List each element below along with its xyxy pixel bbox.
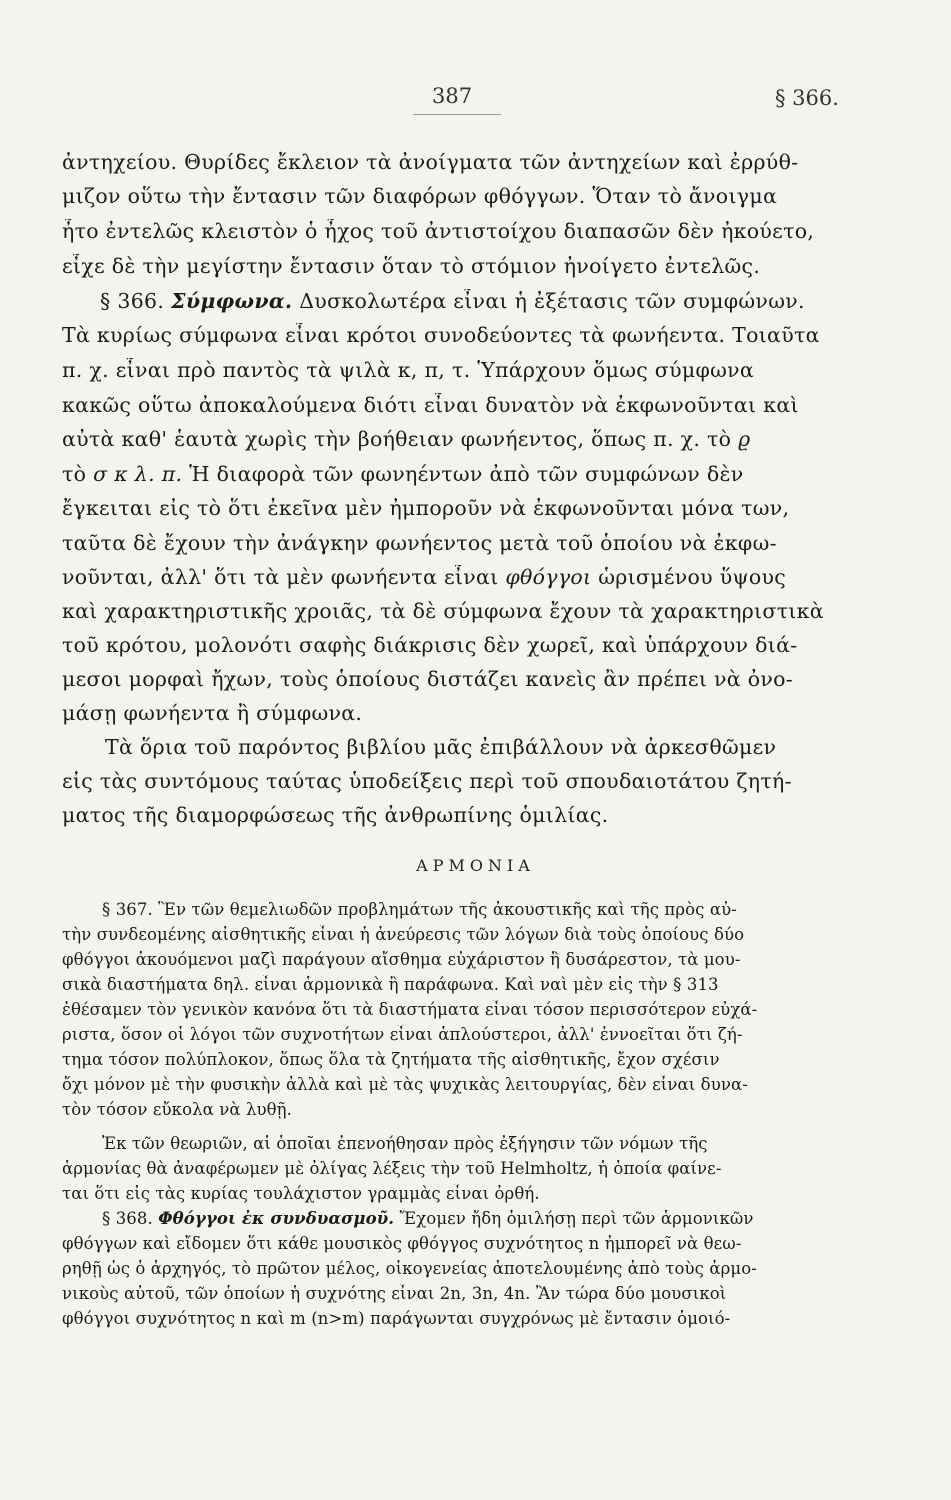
text-run: Ἡ διαφορὰ τῶν φωνηέντων ἀπὸ τῶν συμφώνων δὲν <box>189 462 744 486</box>
letter-example: ϱ <box>738 427 751 451</box>
text-line: τοῦ κρότου, μολονότι σαφὴς διάκρισις δὲν χωρεῖ, καὶ ὑπάρχουν διά- <box>62 633 798 657</box>
text-line: σικὰ διαστήματα δηλ. εἶναι ἁρμονικὰ ἢ παράφωνα. Καὶ ναὶ μὲν εἰς τὴν § 313 <box>62 975 719 994</box>
text-run: αὐτὰ καθ' ἑαυτὰ χωρὶς τὴν βοήθειαν φωνήεντος, ὅπως π. χ. τὸ <box>62 427 732 451</box>
text-line: μάσῃ φωνήεντα ἢ σύμφωνα. <box>62 701 363 725</box>
text-line: ὄχι μόνον μὲ τὴν φυσικὴν ἀλλὰ καὶ μὲ τὰς ψυχικὰς λειτουργίας, δὲν εἶναι δυνα- <box>62 1075 748 1094</box>
text-line: Τὰ ὅρια τοῦ παρόντος βιβλίου μᾶς ἐπιβάλλουν νὰ ἀρκεσθῶμεν <box>105 735 777 759</box>
text-line: φθόγγοι συχνότητος n καὶ m (n>m) παράγωνται συγχρόνως μὲ ἔντασιν ὁμοιό- <box>62 1309 731 1328</box>
text-line: τημα τόσον πολύπλοκον, ὅπως ὅλα τὰ ζητήματα τῆς αἰσθητικῆς, ἔχον σχέσιν <box>62 1050 720 1069</box>
section-number: § 366. <box>100 289 165 313</box>
letter-example: σ κ λ. π. <box>93 462 183 486</box>
text-line: φθόγγοι ἀκουόμενοι μαζὶ παράγουν αἴσθημα εὐχάριστον ἢ δυσάρεστον, τὰ μου- <box>62 950 741 969</box>
text-line: ριστα, ὅσον οἱ λόγοι τῶν συχνοτήτων εἶναι ἁπλούστεροι, ἀλλ' ἐννοεῖται ὅτι ζή- <box>62 1025 743 1044</box>
text-line: § 367. Ἓν τῶν θεμελιωδῶν προβλημάτων τῆς ἀκουστικῆς καὶ τῆς πρὸς αὐ- <box>102 900 737 919</box>
text-line: ἀντηχείου. Θυρίδες ἔκλειον τὰ ἀνοίγματα τῶν ἀντηχείων καὶ ἐρρύθ- <box>62 150 799 174</box>
text-line: ἁρμονίας θὰ ἀναφέρωμεν μὲ ὀλίγας λέξεις τὴν τοῦ Helmholtz, ἡ ὁποία φαίνε- <box>62 1159 722 1178</box>
header-rule <box>413 114 501 115</box>
text-run: νοῦνται, ἀλλ' ὅτι τὰ μὲν φωνήεντα εἶναι <box>62 565 499 589</box>
chapter-heading: ΑΡΜΟΝΙΑ <box>416 856 535 875</box>
text-line: μιζον οὕτω τὴν ἔντασιν τῶν διαφόρων φθόγγων. Ὅταν τὸ ἄνοιγμα <box>62 184 778 208</box>
text-line: καὶ χαρακτηριστικῆς χροιᾶς, τὰ δὲ σύμφωνα ἔχουν τὰ χαρακτηριστικὰ <box>62 599 824 623</box>
running-section-ref: § 366. <box>775 86 839 110</box>
text-line: νικοὺς αὐτοῦ, τῶν ὁποίων ἡ συχνότης εἶναι 2n, 3n, 4n. Ἂν τώρα δύο μουσικοὶ <box>62 1284 727 1303</box>
page-header <box>0 78 951 118</box>
text-line: Ἐκ τῶν θεωριῶν, αἱ ὁποῖαι ἐπενοήθησαν πρὸς ἐξήγησιν τῶν νόμων τῆς <box>102 1134 708 1153</box>
page-number: 387 <box>432 84 473 108</box>
text-line: ἦτο ἐντελῶς κλειστὸν ὁ ἦχος τοῦ ἀντιστοίχου διαπασῶν δὲν ἠκούετο, <box>62 219 815 243</box>
text-line: ἔγκειται εἰς τὸ ὅτι ἐκεῖνα μὲν ἠμποροῦν νὰ ἐκφωνοῦνται μόνα των, <box>62 496 790 520</box>
text-line: εἶχε δὲ τὴν μεγίστην ἔντασιν ὅταν τὸ στόμιον ἠνοίγετο ἐντελῶς. <box>62 254 761 278</box>
text-line <box>62 427 862 451</box>
text-line: Τὰ κυρίως σύμφωνα εἶναι κρότοι συνοδεύοντες τὰ φωνήεντα. Τοιαῦτα <box>62 323 820 347</box>
section-title: Σύμφωνα. <box>171 289 293 313</box>
text-line: ἐθέσαμεν τὸν γενικὸν κανόνα ὅτι τὰ διαστήματα εἶναι τόσον περισσότερον εὐχά- <box>62 1000 758 1019</box>
text-line: τὸν τόσον εὔκολα νὰ λυθῇ. <box>62 1100 293 1119</box>
text-line <box>62 462 862 486</box>
text-line: ματος τῆς διαμορφώσεως τῆς ἀνθρωπίνης ὁμιλίας. <box>62 803 609 827</box>
text-line: π. χ. εἶναι πρὸ παντὸς τὰ ψιλὰ κ, π, τ. Ὑπάρχουν ὅμως σύμφωνα <box>62 358 755 382</box>
text-run: Ἔχομεν ἤδη ὁμιλήσῃ περὶ τῶν ἁρμονικῶν <box>399 1209 754 1228</box>
text-run: Δυσκολωτέρα εἶναι ἡ ἐξέτασις τῶν συμφώνων. <box>299 289 805 313</box>
text-line <box>62 565 862 589</box>
text-line: φθόγγων καὶ εἴδομεν ὅτι κάθε μουσικὸς φθόγγος συχνότητος n ἠμπορεῖ νὰ θεω- <box>62 1234 742 1253</box>
text-run: ὡρισμένου ὕψους <box>598 565 787 589</box>
text-line: ταῦτα δὲ ἔχουν τὴν ἀνάγκην φωνήεντος μετὰ τοῦ ὁποίου νὰ ἐκφω- <box>62 531 777 555</box>
text-line: κακῶς οὕτω ἀποκαλούμενα διότι εἶναι δυνατὸν νὰ ἐκφωνοῦνται καὶ <box>62 393 799 417</box>
text-run: τὸ <box>62 462 87 486</box>
section-368-heading-line <box>102 1209 862 1228</box>
text-line: ρηθῇ ὡς ὁ ἀρχηγός, τὸ πρῶτον μέλος, οἰκογενείας ἀποτελουμένης ἀπὸ τοὺς ἁρμο- <box>62 1259 757 1278</box>
section-title: Φθόγγοι ἐκ συνδυασμοῦ. <box>158 1209 395 1228</box>
text-line: μεσοι μορφαὶ ἤχων, τοὺς ὁποίους διστάζει κανεὶς ἂν πρέπει νὰ ὀνο- <box>62 667 793 691</box>
text-line: ται ὅτι εἰς τὰς κυρίας τουλάχιστον γραμμὰς εἶναι ὀρθή. <box>62 1184 540 1203</box>
section-number: § 368. <box>102 1209 153 1228</box>
emphasized-term: φθόγγοι <box>505 565 592 589</box>
section-366-heading-line <box>100 289 862 313</box>
text-line: τὴν συνδεομένης αἰσθητικῆς εἶναι ἡ ἀνεύρεσις τῶν λόγων διὰ τοὺς ὁποίους δύο <box>62 925 745 944</box>
text-line: εἰς τὰς συντόμους ταύτας ὑποδείξεις περὶ τοῦ σπουδαιοτάτου ζητή- <box>62 769 792 793</box>
